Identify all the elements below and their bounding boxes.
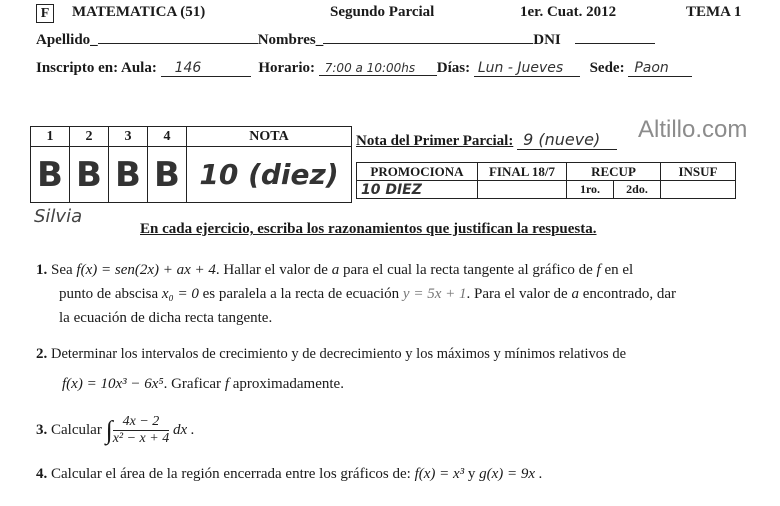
grader-signature: Silvia [34, 206, 83, 227]
grade-value-3: B [109, 147, 148, 203]
question-1-text-b: . Hallar el valor de [215, 262, 328, 278]
sede-label: Sede: [589, 60, 625, 76]
question-2-function: f(x) = 10x³ − 6x⁵ [62, 376, 164, 392]
apellido-field[interactable] [98, 43, 258, 44]
grade-header-2: 2 [70, 127, 109, 147]
dias-field[interactable] [474, 60, 580, 77]
question-1-var-a: a [331, 262, 340, 278]
question-1-abscissa: x₀ = 0 [161, 286, 199, 302]
grade-header-nota: NOTA [187, 127, 352, 147]
question-4-number: 4. [36, 466, 48, 482]
question-3-fraction [113, 414, 170, 447]
question-1-function: f(x) = sen(2x) + ax + 4 [76, 262, 216, 278]
grade-value-nota: 10 (diez) [187, 147, 352, 203]
question-4 [36, 462, 543, 486]
inscription-row [36, 60, 692, 77]
primer-parcial-field[interactable] [517, 130, 617, 150]
promotion-insuf-cell[interactable] [661, 181, 736, 199]
primer-parcial-row [356, 130, 617, 150]
question-3-numerator: 4x − 2 [113, 414, 170, 431]
question-1-text-f: es paralela a la recta de ecuación [202, 286, 400, 302]
question-1 [36, 258, 676, 330]
apellido-label: Apellido_ [36, 32, 98, 48]
question-2-var-f: f [224, 376, 229, 392]
promotion-header-promociona: PROMOCIONA [357, 163, 478, 181]
question-3-denominator: x² − x + 4 [112, 431, 170, 447]
inscripto-label: Inscripto en: Aula: [36, 60, 157, 76]
grade-header-1: 1 [31, 127, 70, 147]
question-1-line-3: la ecuación de dicha recta tangente. [59, 310, 273, 326]
grade-value-1: B [31, 147, 70, 203]
recup-sub-1ro: 1ro. [567, 181, 614, 199]
grade-header-4: 4 [148, 127, 187, 147]
sede-value: Paon [634, 60, 669, 76]
promotion-table [356, 162, 736, 199]
exam-letter-box: F [36, 4, 54, 23]
question-1-line-1 [36, 258, 676, 282]
question-2 [36, 342, 626, 396]
promotion-header-recup: RECUP [567, 163, 661, 181]
question-1-var-f: f [596, 262, 601, 278]
promotion-value: 10 DIEZ [357, 181, 478, 199]
recup-sub-2do: 2do. [614, 181, 661, 199]
instruction-text: En cada ejercicio, escriba los razonamientos que justifican la respuesta. [140, 221, 597, 237]
question-1-line-2 [36, 282, 676, 306]
horario-value: 7:00 a 10:00hs [324, 61, 416, 75]
question-1-var-a2: a [571, 286, 579, 302]
altillo-watermark: Altillo.com [638, 116, 748, 143]
horario-label: Horario: [258, 60, 315, 76]
dias-label: Días: [436, 60, 471, 76]
aula-value: 146 [174, 60, 202, 76]
subject-title: MATEMATICA (51) [72, 4, 206, 20]
question-2-line-2 [36, 372, 626, 396]
question-1-text-h: encontrado, dar [582, 286, 676, 302]
nombres-label: Nombres_ [257, 32, 324, 48]
grade-header-3: 3 [109, 127, 148, 147]
dias-value: Lun - Jueves [477, 60, 564, 76]
question-4-function-f: f(x) = x³ [414, 466, 465, 482]
dni-label: DNI [533, 32, 561, 48]
question-4-and: y [467, 466, 476, 482]
promotion-header-final: FINAL 18/7 [478, 163, 567, 181]
question-4-text: Calcular el área de la región encerrada entre los gráficos de: [51, 466, 411, 482]
question-1-line-equation: y = 5x + 1 [402, 286, 467, 302]
question-1-text-d: en el [604, 262, 634, 278]
question-1-text-c: para el cual la recta tangente al gráfico de [342, 262, 593, 278]
student-name-row [36, 32, 655, 49]
sede-field[interactable] [628, 60, 692, 77]
aula-field[interactable] [161, 60, 251, 77]
question-3-dx: dx . [172, 422, 195, 438]
dni-field[interactable] [575, 43, 655, 44]
question-1-number: 1. [36, 262, 48, 278]
question-2-number: 2. [36, 346, 48, 362]
question-2-text-c: aproximadamente. [232, 376, 344, 392]
question-3-number: 3. [36, 422, 48, 438]
question-1-text-g: . Para el valor de [466, 286, 568, 302]
grades-header-row [31, 127, 352, 147]
primer-parcial-label: Nota del Primer Parcial: [356, 133, 514, 149]
question-2-text-b: . Graficar [163, 376, 222, 392]
exam-tema: TEMA 1 [686, 4, 742, 20]
grades-value-row [31, 147, 352, 203]
question-1-text-a: Sea [51, 262, 73, 278]
promotion-value-row [357, 181, 736, 199]
question-2-text-a: Determinar los intervalos de crecimiento y de decrecimiento y los máximos y mínimos relativos de [51, 346, 627, 362]
question-3 [36, 410, 195, 451]
question-4-function-g: g(x) = 9x . [479, 466, 543, 482]
exam-name: Segundo Parcial [330, 4, 435, 20]
exam-term: 1er. Cuat. 2012 [520, 4, 617, 20]
promotion-final-cell[interactable] [478, 181, 567, 199]
integral-sign-icon: ∫ [105, 415, 113, 445]
question-1-text-e: punto de abscisa [59, 286, 159, 302]
grades-table [30, 126, 352, 203]
grade-value-4: B [148, 147, 187, 203]
nombres-field[interactable] [323, 43, 533, 44]
grade-value-2: B [70, 147, 109, 203]
promotion-header-insuf: INSUF [661, 163, 736, 181]
question-3-text: Calcular [51, 422, 102, 438]
promotion-header-row [357, 163, 736, 181]
primer-parcial-value: 9 (nueve) [523, 130, 601, 149]
horario-field[interactable] [319, 61, 437, 76]
question-2-line-1 [36, 342, 626, 366]
